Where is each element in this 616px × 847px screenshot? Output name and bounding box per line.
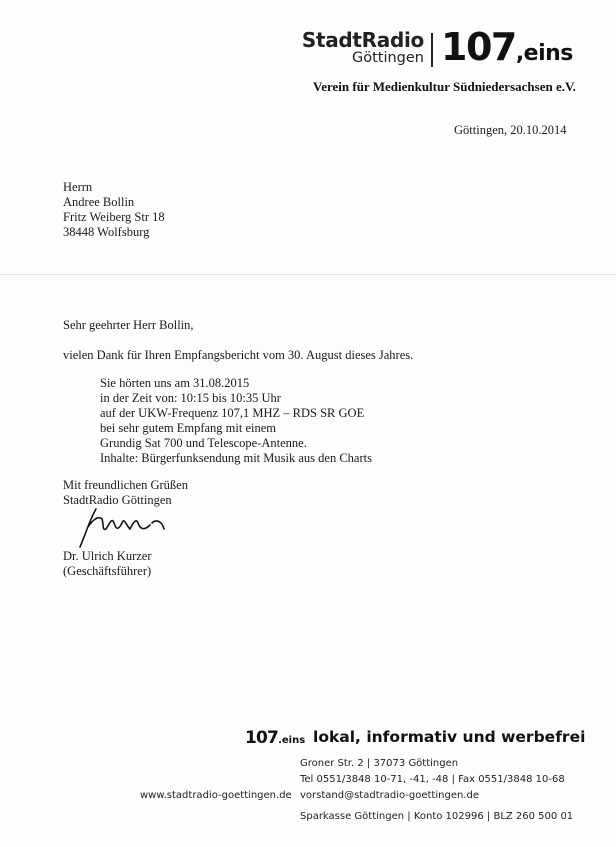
footer-address: Groner Str. 2 | 37073 Göttingen xyxy=(300,758,459,769)
date-line: Göttingen, 20.10.2014 xyxy=(454,123,567,137)
recipient-street: Fritz Weiberg Str 18 xyxy=(63,210,165,224)
logo-divider xyxy=(431,33,433,67)
reception-details xyxy=(100,376,372,466)
signer-block xyxy=(63,549,152,579)
organization-name: Verein für Medienkultur Südniedersachsen e.V. xyxy=(313,79,576,94)
footer-bank: Sparkasse Göttingen | Konto 102996 | BLZ 260 500 01 xyxy=(300,811,574,822)
scan-fold-line xyxy=(0,274,616,275)
footer-logo-main: 107 xyxy=(245,728,279,748)
footer-slogan: lokal, informativ und werbefrei xyxy=(313,728,586,746)
footer-logo-suffix: .eins xyxy=(278,735,306,746)
detail-line: bei sehr gutem Empfang mit einem xyxy=(100,421,276,435)
footer-logo xyxy=(245,728,305,748)
recipient-title: Herrn xyxy=(63,180,93,194)
brand-name: StadtRadio xyxy=(301,28,424,52)
closing-company: StadtRadio Göttingen xyxy=(63,493,172,507)
recipient-city: 38448 Wolfsburg xyxy=(63,225,150,239)
frequency-main: 107 xyxy=(441,25,516,69)
signer-name: Dr. Ulrich Kurzer xyxy=(63,549,152,563)
detail-line: Inhalte: Bürgerfunksendung mit Musik aus den Charts xyxy=(100,451,372,465)
detail-line: in der Zeit von: 10:15 bis 10:35 Uhr xyxy=(100,391,281,405)
letterhead-logo-text xyxy=(302,30,424,67)
footer-website: www.stadtradio-goettingen.de xyxy=(140,790,292,801)
signer-role: (Geschäftsführer) xyxy=(63,564,152,578)
frequency-suffix: ,eins xyxy=(515,41,573,66)
detail-line: auf der UKW-Frequenz 107,1 MHZ – RDS SR GOE xyxy=(100,406,365,420)
greeting: Sehr geehrter Herr Bollin, xyxy=(63,318,194,332)
closing-regards: Mit freundlichen Grüßen xyxy=(63,478,188,492)
brand-city: Göttingen xyxy=(351,50,424,66)
recipient-name: Andree Bollin xyxy=(63,195,135,209)
footer-email: vorstand@stadtradio-goettingen.de xyxy=(300,790,479,801)
footer-phone-fax: Tel 0551/3848 10-71, -41, -48 | Fax 0551/3848 10-68 xyxy=(300,774,565,785)
recipient-address xyxy=(63,180,165,240)
footer-contact xyxy=(300,756,565,804)
handwritten-signature xyxy=(66,503,186,553)
detail-line: Sie hörten uns am 31.08.2015 xyxy=(100,376,250,390)
frequency-logo xyxy=(441,25,573,76)
detail-line: Grundig Sat 700 und Telescope-Antenne. xyxy=(100,436,307,450)
intro-paragraph: vielen Dank für Ihren Empfangsbericht vom 30. August dieses Jahres. xyxy=(63,348,414,362)
